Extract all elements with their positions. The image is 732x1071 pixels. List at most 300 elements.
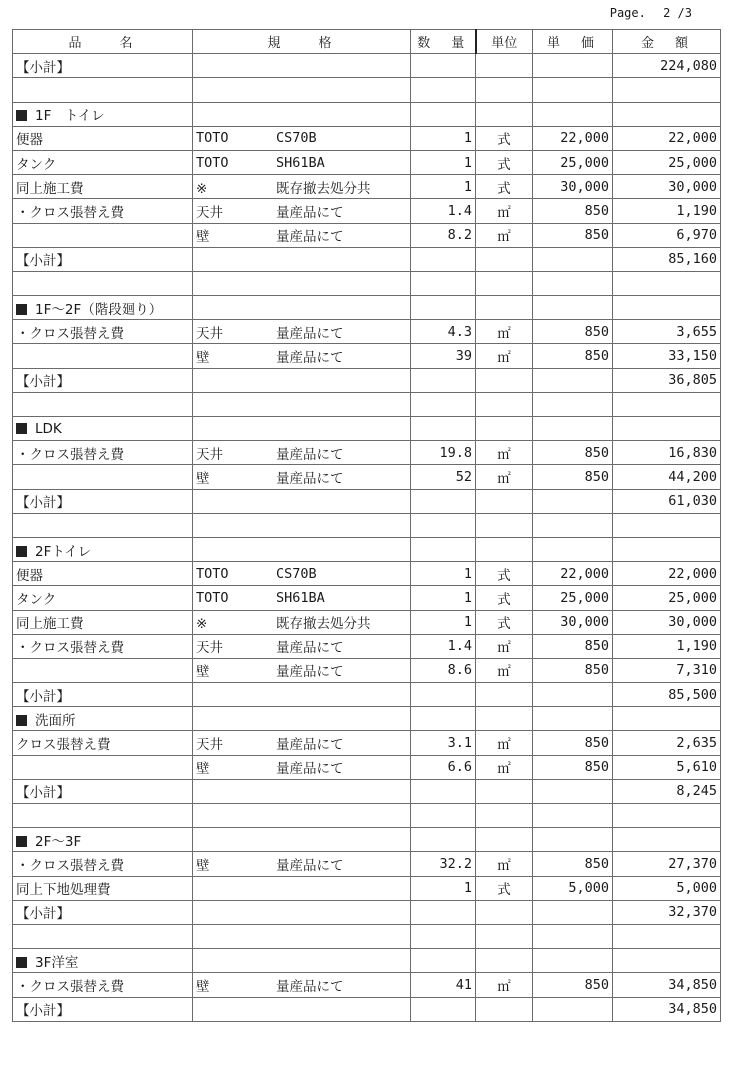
item-unit [476, 489, 533, 513]
table-row-item [13, 126, 721, 150]
item-name: 2F～3F [35, 833, 82, 850]
item-qty [411, 683, 476, 707]
item-name: 同上下地処理費 [16, 882, 111, 899]
item-name: 1F トイレ [35, 108, 105, 125]
item-qty [411, 271, 476, 295]
item-qty: 1.4 [411, 199, 476, 223]
item-spec-cell [193, 150, 411, 174]
spec-secondary: 量産品にて [276, 640, 344, 657]
item-price [533, 804, 613, 828]
header-amount: 金 額 [613, 30, 721, 54]
item-name-cell [13, 755, 193, 779]
table-row-section [13, 537, 721, 561]
table-row-blank [13, 924, 721, 948]
item-amount: 33,150 [613, 344, 721, 368]
spec-primary: 壁 [196, 761, 210, 778]
table-row-section [13, 296, 721, 320]
item-name: 洗面所 [35, 712, 76, 729]
item-unit [476, 997, 533, 1021]
item-amount: 32,370 [613, 900, 721, 924]
item-amount [613, 102, 721, 126]
item-price: 850 [533, 731, 613, 755]
spec-primary: 天井 [196, 204, 223, 221]
item-amount: 61,030 [613, 489, 721, 513]
item-unit: ㎡ [476, 973, 533, 997]
item-spec-cell [193, 634, 411, 658]
section-square-icon [16, 110, 27, 121]
item-name-cell [13, 828, 193, 852]
item-unit: ㎡ [476, 441, 533, 465]
spec-primary: 壁 [196, 664, 210, 681]
item-name-cell [13, 247, 193, 271]
item-unit: ㎡ [476, 465, 533, 489]
item-amount: 25,000 [613, 150, 721, 174]
item-name: 2Fトイレ [35, 543, 92, 560]
item-name-cell [13, 417, 193, 441]
item-qty: 1 [411, 610, 476, 634]
table-row-item [13, 441, 721, 465]
item-price [533, 392, 613, 416]
spec-primary: 壁 [196, 470, 210, 487]
table-row-blank [13, 271, 721, 295]
item-name: クロス張替え費 [16, 737, 111, 754]
item-amount: 34,850 [613, 973, 721, 997]
item-amount: 30,000 [613, 610, 721, 634]
item-name-cell [13, 465, 193, 489]
item-qty [411, 296, 476, 320]
table-row-item [13, 755, 721, 779]
item-qty [411, 949, 476, 973]
table-row-subtotal [13, 779, 721, 803]
item-qty [411, 779, 476, 803]
item-name-cell [13, 731, 193, 755]
item-amount: 5,000 [613, 876, 721, 900]
item-amount: 27,370 [613, 852, 721, 876]
item-name-cell [13, 513, 193, 537]
item-name: タンク [16, 156, 57, 173]
header-row [13, 30, 721, 54]
item-price: 30,000 [533, 610, 613, 634]
item-spec-cell [193, 344, 411, 368]
item-amount [613, 537, 721, 561]
spec-secondary: 量産品にて [276, 229, 344, 246]
section-square-icon [16, 423, 27, 434]
item-price [533, 779, 613, 803]
item-spec-cell [193, 610, 411, 634]
item-price: 850 [533, 755, 613, 779]
item-name: 便器 [16, 567, 43, 584]
item-name: ・クロス張替え費 [16, 640, 124, 657]
item-name: LDK [35, 420, 62, 437]
section-square-icon [16, 715, 27, 726]
table-row-subtotal [13, 247, 721, 271]
item-spec-cell [193, 707, 411, 731]
item-qty [411, 900, 476, 924]
table-row-subtotal [13, 683, 721, 707]
table-row-item [13, 150, 721, 174]
table-row-subtotal [13, 489, 721, 513]
item-spec-cell [193, 78, 411, 102]
item-price: 850 [533, 465, 613, 489]
item-qty: 1 [411, 150, 476, 174]
item-name-cell [13, 900, 193, 924]
spec-primary: 天井 [196, 325, 223, 342]
item-amount: 25,000 [613, 586, 721, 610]
item-price: 850 [533, 441, 613, 465]
table-row-blank [13, 804, 721, 828]
item-name-cell [13, 852, 193, 876]
spec-secondary: 量産品にて [276, 350, 344, 367]
spec-primary: ※ [196, 180, 208, 197]
table-row-item [13, 320, 721, 344]
spec-primary: TOTO [196, 565, 229, 582]
item-unit [476, 368, 533, 392]
item-name: ・クロス張替え費 [16, 446, 124, 463]
item-spec-cell [193, 54, 411, 78]
item-qty [411, 54, 476, 78]
item-amount: 8,245 [613, 779, 721, 803]
item-amount: 34,850 [613, 997, 721, 1021]
item-name-cell [13, 562, 193, 586]
item-name-cell [13, 392, 193, 416]
item-unit: 式 [476, 610, 533, 634]
item-name-cell [13, 683, 193, 707]
table-row-blank [13, 392, 721, 416]
spec-primary: TOTO [196, 130, 229, 147]
item-spec-cell [193, 876, 411, 900]
item-spec-cell [193, 949, 411, 973]
item-amount: 30,000 [613, 175, 721, 199]
item-qty [411, 997, 476, 1021]
item-qty: 1 [411, 175, 476, 199]
item-price [533, 368, 613, 392]
spec-secondary: 量産品にて [276, 325, 344, 342]
item-qty [411, 924, 476, 948]
item-unit: 式 [476, 562, 533, 586]
item-amount [613, 392, 721, 416]
item-name-cell [13, 779, 193, 803]
item-unit [476, 537, 533, 561]
item-qty: 52 [411, 465, 476, 489]
item-unit [476, 949, 533, 973]
item-qty [411, 78, 476, 102]
item-amount: 22,000 [613, 562, 721, 586]
item-spec-cell [193, 828, 411, 852]
item-qty [411, 707, 476, 731]
item-spec-cell [193, 586, 411, 610]
header-qty: 数 量 [411, 30, 476, 54]
table-row-section [13, 949, 721, 973]
item-spec-cell [193, 513, 411, 537]
item-unit [476, 779, 533, 803]
item-spec-cell [193, 465, 411, 489]
page-number [610, 6, 692, 20]
spec-secondary: 量産品にて [276, 664, 344, 681]
item-price: 850 [533, 658, 613, 682]
table-row-blank [13, 78, 721, 102]
item-unit: ㎡ [476, 223, 533, 247]
item-name: ・クロス張替え費 [16, 325, 124, 342]
item-name-cell [13, 634, 193, 658]
item-name-cell [13, 78, 193, 102]
item-qty: 32.2 [411, 852, 476, 876]
item-qty: 1 [411, 586, 476, 610]
item-qty: 39 [411, 344, 476, 368]
item-amount: 85,160 [613, 247, 721, 271]
item-unit: ㎡ [476, 731, 533, 755]
item-price [533, 924, 613, 948]
item-unit [476, 247, 533, 271]
item-spec-cell [193, 562, 411, 586]
table-row-subtotal [13, 368, 721, 392]
item-amount: 5,610 [613, 755, 721, 779]
table-row-item [13, 586, 721, 610]
table-row-section [13, 707, 721, 731]
item-unit [476, 804, 533, 828]
item-price [533, 828, 613, 852]
section-square-icon [16, 304, 27, 315]
item-unit: ㎡ [476, 199, 533, 223]
item-qty: 19.8 [411, 441, 476, 465]
item-name: 【小計】 [16, 688, 70, 705]
table-row-section [13, 828, 721, 852]
item-unit [476, 683, 533, 707]
header-spec: 規 格 [193, 30, 411, 54]
item-qty: 8.2 [411, 223, 476, 247]
item-amount [613, 513, 721, 537]
item-price: 22,000 [533, 126, 613, 150]
section-square-icon [16, 546, 27, 557]
item-price [533, 997, 613, 1021]
item-price [533, 683, 613, 707]
item-spec-cell [193, 973, 411, 997]
item-qty [411, 102, 476, 126]
item-name: 【小計】 [16, 253, 70, 270]
item-name-cell [13, 537, 193, 561]
item-unit: 式 [476, 175, 533, 199]
item-price: 5,000 [533, 876, 613, 900]
item-name-cell [13, 102, 193, 126]
item-qty [411, 828, 476, 852]
table-row-blank [13, 513, 721, 537]
item-qty: 4.3 [411, 320, 476, 344]
spec-primary: 天井 [196, 446, 223, 463]
item-amount: 22,000 [613, 126, 721, 150]
spec-primary: 壁 [196, 350, 210, 367]
item-spec-cell [193, 997, 411, 1021]
item-amount: 224,080 [613, 54, 721, 78]
item-amount: 2,635 [613, 731, 721, 755]
spec-secondary: 量産品にて [276, 470, 344, 487]
table-row-item [13, 223, 721, 247]
spec-secondary: 量産品にて [276, 737, 344, 754]
item-spec-cell [193, 779, 411, 803]
item-price [533, 707, 613, 731]
table-row-section [13, 417, 721, 441]
item-spec-cell [193, 223, 411, 247]
item-spec-cell [193, 804, 411, 828]
item-unit [476, 417, 533, 441]
item-name: 【小計】 [16, 495, 70, 512]
item-spec-cell [193, 658, 411, 682]
item-name-cell [13, 973, 193, 997]
item-unit: ㎡ [476, 320, 533, 344]
item-name-cell [13, 441, 193, 465]
header-name: 品 名 [13, 30, 193, 54]
item-amount [613, 804, 721, 828]
item-spec-cell [193, 102, 411, 126]
spec-secondary: 量産品にて [276, 857, 344, 874]
item-name: 同上施工費 [16, 616, 84, 633]
item-price [533, 537, 613, 561]
item-name-cell [13, 586, 193, 610]
table-row-item [13, 634, 721, 658]
item-unit: ㎡ [476, 755, 533, 779]
item-unit: ㎡ [476, 634, 533, 658]
item-price [533, 296, 613, 320]
item-price [533, 102, 613, 126]
item-unit [476, 271, 533, 295]
item-amount [613, 949, 721, 973]
item-name-cell [13, 924, 193, 948]
item-amount: 44,200 [613, 465, 721, 489]
item-name-cell [13, 997, 193, 1021]
item-unit: 式 [476, 586, 533, 610]
item-spec-cell [193, 417, 411, 441]
item-amount: 1,190 [613, 634, 721, 658]
spec-secondary: 既存撤去処分共 [276, 180, 371, 197]
item-price: 22,000 [533, 562, 613, 586]
item-name-cell [13, 707, 193, 731]
item-price: 850 [533, 320, 613, 344]
item-name: 【小計】 [16, 785, 70, 802]
spec-secondary: 既存撤去処分共 [276, 616, 371, 633]
item-name: 【小計】 [16, 59, 70, 76]
section-square-icon [16, 836, 27, 847]
item-name: 同上施工費 [16, 180, 84, 197]
spec-primary: 壁 [196, 857, 210, 874]
item-name: 便器 [16, 132, 43, 149]
table-row-subtotal [13, 900, 721, 924]
item-amount: 16,830 [613, 441, 721, 465]
item-name-cell [13, 175, 193, 199]
table-row-item [13, 610, 721, 634]
item-price [533, 54, 613, 78]
item-name-cell [13, 54, 193, 78]
table-row-item [13, 731, 721, 755]
item-unit: 式 [476, 876, 533, 900]
table-row-item [13, 175, 721, 199]
item-price: 25,000 [533, 586, 613, 610]
item-name-cell [13, 344, 193, 368]
item-name: 1F～2F（階段廻り） [35, 301, 163, 318]
item-price [533, 949, 613, 973]
item-spec-cell [193, 441, 411, 465]
item-name-cell [13, 223, 193, 247]
spec-primary: 壁 [196, 978, 210, 995]
item-price: 850 [533, 852, 613, 876]
item-price: 850 [533, 199, 613, 223]
item-qty [411, 247, 476, 271]
item-amount: 36,805 [613, 368, 721, 392]
spec-secondary: 量産品にて [276, 204, 344, 221]
item-amount: 7,310 [613, 658, 721, 682]
item-spec-cell [193, 537, 411, 561]
item-name-cell [13, 150, 193, 174]
item-qty [411, 537, 476, 561]
item-qty: 6.6 [411, 755, 476, 779]
item-name-cell [13, 949, 193, 973]
table-row-item [13, 876, 721, 900]
item-spec-cell [193, 900, 411, 924]
item-name: ・クロス張替え費 [16, 204, 124, 221]
spec-secondary: CS70B [276, 565, 317, 582]
item-name-cell [13, 658, 193, 682]
item-name-cell [13, 296, 193, 320]
item-spec-cell [193, 296, 411, 320]
item-name-cell [13, 489, 193, 513]
spec-primary: TOTO [196, 154, 229, 171]
item-amount [613, 271, 721, 295]
table-row-item [13, 465, 721, 489]
table-row-subtotal [13, 997, 721, 1021]
item-amount [613, 78, 721, 102]
item-spec-cell [193, 126, 411, 150]
table-row-item [13, 562, 721, 586]
table-row-item [13, 658, 721, 682]
item-name-cell [13, 271, 193, 295]
item-unit [476, 513, 533, 537]
item-name: ・クロス張替え費 [16, 978, 124, 995]
item-spec-cell [193, 489, 411, 513]
item-qty: 1 [411, 126, 476, 150]
item-name-cell [13, 126, 193, 150]
spec-primary: ※ [196, 616, 208, 633]
item-amount [613, 296, 721, 320]
item-qty [411, 489, 476, 513]
item-price: 850 [533, 634, 613, 658]
item-price [533, 513, 613, 537]
item-amount [613, 417, 721, 441]
item-qty [411, 368, 476, 392]
item-qty: 1 [411, 876, 476, 900]
item-price [533, 489, 613, 513]
spec-secondary: 量産品にて [276, 446, 344, 463]
item-spec-cell [193, 320, 411, 344]
table-row-subtotal [13, 54, 721, 78]
item-name: ・クロス張替え費 [16, 857, 124, 874]
item-spec-cell [193, 175, 411, 199]
item-unit [476, 392, 533, 416]
item-name: 【小計】 [16, 906, 70, 923]
header-price: 単 価 [533, 30, 613, 54]
item-qty [411, 392, 476, 416]
item-price: 850 [533, 973, 613, 997]
item-qty: 1.4 [411, 634, 476, 658]
item-unit [476, 707, 533, 731]
spec-primary: 天井 [196, 640, 223, 657]
item-name: 3F洋室 [35, 954, 79, 971]
item-name-cell [13, 610, 193, 634]
item-unit [476, 78, 533, 102]
spec-secondary: SH61BA [276, 589, 325, 606]
spec-primary: TOTO [196, 589, 229, 606]
page-label: Page. [609, 6, 646, 20]
item-price: 30,000 [533, 175, 613, 199]
item-amount: 85,500 [613, 683, 721, 707]
item-qty [411, 804, 476, 828]
item-unit: ㎡ [476, 852, 533, 876]
